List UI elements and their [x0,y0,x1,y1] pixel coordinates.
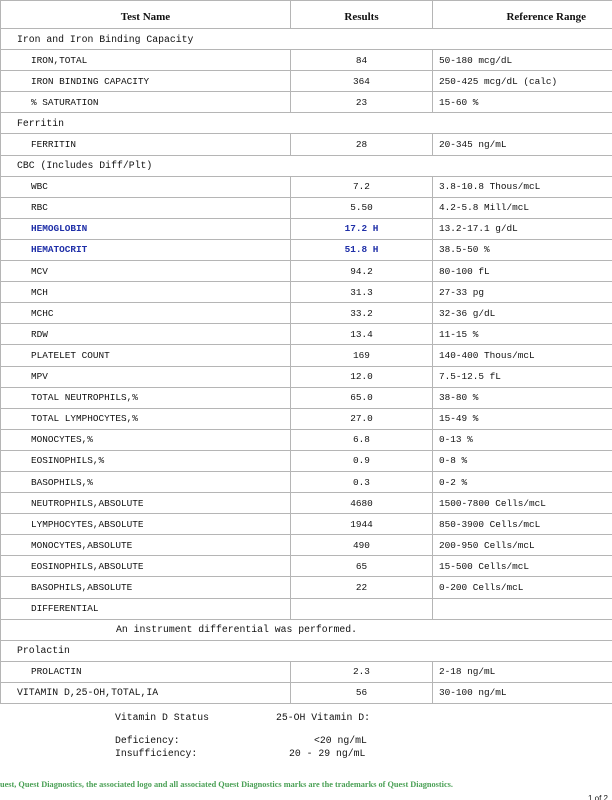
table-row [1,92,612,113]
section-row-ferritin [1,113,612,134]
header-test-name: Test Name [1,1,291,29]
test-result: 364 [291,71,433,92]
test-name: FERRITIN [1,134,291,155]
test-reference: 200-950 Cells/mcL [433,535,612,556]
test-name: MCHC [1,303,291,324]
section-title: Prolactin [1,640,612,661]
test-reference: 250-425 mcg/dL (calc) [433,71,612,92]
test-result [291,598,433,619]
test-reference: 38-80 % [433,387,612,408]
test-name: MCH [1,282,291,303]
test-result: 7.2 [291,176,433,197]
test-name: EOSINOPHILS,ABSOLUTE [1,556,291,577]
test-name: VITAMIN D,25-OH,TOTAL,IA [1,682,291,703]
test-name: % SATURATION [1,92,291,113]
test-name: BASOPHILS,ABSOLUTE [1,577,291,598]
insufficiency-label: Insufficiency: [115,748,198,759]
test-result: 13.4 [291,324,433,345]
test-name: PLATELET COUNT [1,345,291,366]
test-reference: 30-100 ng/mL [433,682,612,703]
test-name: TOTAL NEUTROPHILS,% [1,387,291,408]
page-number: 1 of 2 [587,794,608,800]
deficiency-label: Deficiency: [115,735,180,746]
test-result: 4680 [291,493,433,514]
test-result: 2.3 [291,661,433,682]
test-name: WBC [1,176,291,197]
section-title: Iron and Iron Binding Capacity [1,29,612,50]
test-reference: 32-36 g/dL [433,303,612,324]
test-result: 94.2 [291,261,433,282]
test-reference: 15-49 % [433,408,612,429]
test-result: 169 [291,345,433,366]
test-name: BASOPHILS,% [1,471,291,492]
test-reference: 2-18 ng/mL [433,661,612,682]
test-result: 490 [291,535,433,556]
table-row [1,471,612,492]
test-reference: 140-400 Thous/mcL [433,345,612,366]
test-result-high: 17.2 H [291,218,433,239]
test-name: HEMOGLOBIN [1,218,291,239]
test-result: 28 [291,134,433,155]
comment-row [1,619,612,640]
test-result: 1944 [291,514,433,535]
table-row [1,345,612,366]
test-reference: 15-500 Cells/mcL [433,556,612,577]
table-row [1,134,612,155]
test-reference: 15-60 % [433,92,612,113]
test-name: MCV [1,261,291,282]
header-reference-range: Reference Range [433,1,612,29]
test-name: DIFFERENTIAL [1,598,291,619]
test-reference: 4.2-5.8 Mill/mcL [433,197,612,218]
table-row [1,577,612,598]
test-result: 65.0 [291,387,433,408]
table-row [1,514,612,535]
test-result: 65 [291,556,433,577]
test-result: 84 [291,50,433,71]
test-reference: 0-8 % [433,450,612,471]
section-row-cbc [1,155,612,176]
test-name: RBC [1,197,291,218]
test-result: 27.0 [291,408,433,429]
test-name: MONOCYTES,% [1,429,291,450]
test-name: IRON BINDING CAPACITY [1,71,291,92]
test-result: 56 [291,682,433,703]
table-row [1,197,612,218]
section-title: Ferritin [1,113,612,134]
table-row [1,50,612,71]
test-reference: 11-15 % [433,324,612,345]
test-reference: 0-13 % [433,429,612,450]
table-row [1,661,612,682]
test-reference: 80-100 fL [433,261,612,282]
test-result: 33.2 [291,303,433,324]
test-name: NEUTROPHILS,ABSOLUTE [1,493,291,514]
test-reference: 13.2-17.1 g/dL [433,218,612,239]
table-row [1,556,612,577]
test-name: MONOCYTES,ABSOLUTE [1,535,291,556]
table-row-flagged [1,239,612,260]
table-row-flagged [1,218,612,239]
test-name: RDW [1,324,291,345]
table-row [1,408,612,429]
section-row-prolactin [1,640,612,661]
table-row [1,176,612,197]
test-result: 12.0 [291,366,433,387]
table-row [1,598,612,619]
table-row [1,366,612,387]
test-reference: 7.5-12.5 fL [433,366,612,387]
section-title: CBC (Includes Diff/Plt) [1,155,612,176]
differential-comment: An instrument differential was performed. [1,619,612,640]
test-reference: 20-345 ng/mL [433,134,612,155]
table-row [1,493,612,514]
trademark-footer: uest, Quest Diagnostics, the associated logo and all associated Quest Diagnostics marks are the trademarks of Quest Diagnostics. [0,780,453,789]
header-results: Results [291,1,433,29]
test-reference [433,598,612,619]
test-result: 0.9 [291,450,433,471]
table-row [1,303,612,324]
test-reference: 3.8-10.8 Thous/mcL [433,176,612,197]
deficiency-value: <20 ng/mL [314,735,367,746]
vitamin-d-status-label: Vitamin D Status [115,712,210,723]
table-row [1,71,612,92]
test-reference: 38.5-50 % [433,239,612,260]
table-row [1,387,612,408]
test-result: 5.50 [291,197,433,218]
test-result-high: 51.8 H [291,239,433,260]
table-row [1,324,612,345]
test-result: 22 [291,577,433,598]
test-name: PROLACTIN [1,661,291,682]
test-result: 6.8 [291,429,433,450]
test-name: IRON,TOTAL [1,50,291,71]
table-row [1,261,612,282]
test-name: EOSINOPHILS,% [1,450,291,471]
test-name: TOTAL LYMPHOCYTES,% [1,408,291,429]
test-reference: 0-2 % [433,471,612,492]
test-result: 0.3 [291,471,433,492]
test-name: LYMPHOCYTES,ABSOLUTE [1,514,291,535]
test-reference: 850-3900 Cells/mcL [433,514,612,535]
test-result: 23 [291,92,433,113]
table-header-row [1,1,612,29]
insufficiency-value: 20 - 29 ng/mL [289,748,366,759]
test-reference: 0-200 Cells/mcL [433,577,612,598]
table-row [1,450,612,471]
table-row [1,535,612,556]
test-name: HEMATOCRIT [1,239,291,260]
test-result: 31.3 [291,282,433,303]
test-reference: 50-180 mcg/dL [433,50,612,71]
section-row-iron [1,29,612,50]
table-row [1,682,612,703]
test-name: MPV [1,366,291,387]
table-row [1,282,612,303]
test-reference: 27-33 pg [433,282,612,303]
table-row [1,429,612,450]
vitamin-d-column-label: 25-OH Vitamin D: [276,712,371,723]
test-reference: 1500-7800 Cells/mcL [433,493,612,514]
